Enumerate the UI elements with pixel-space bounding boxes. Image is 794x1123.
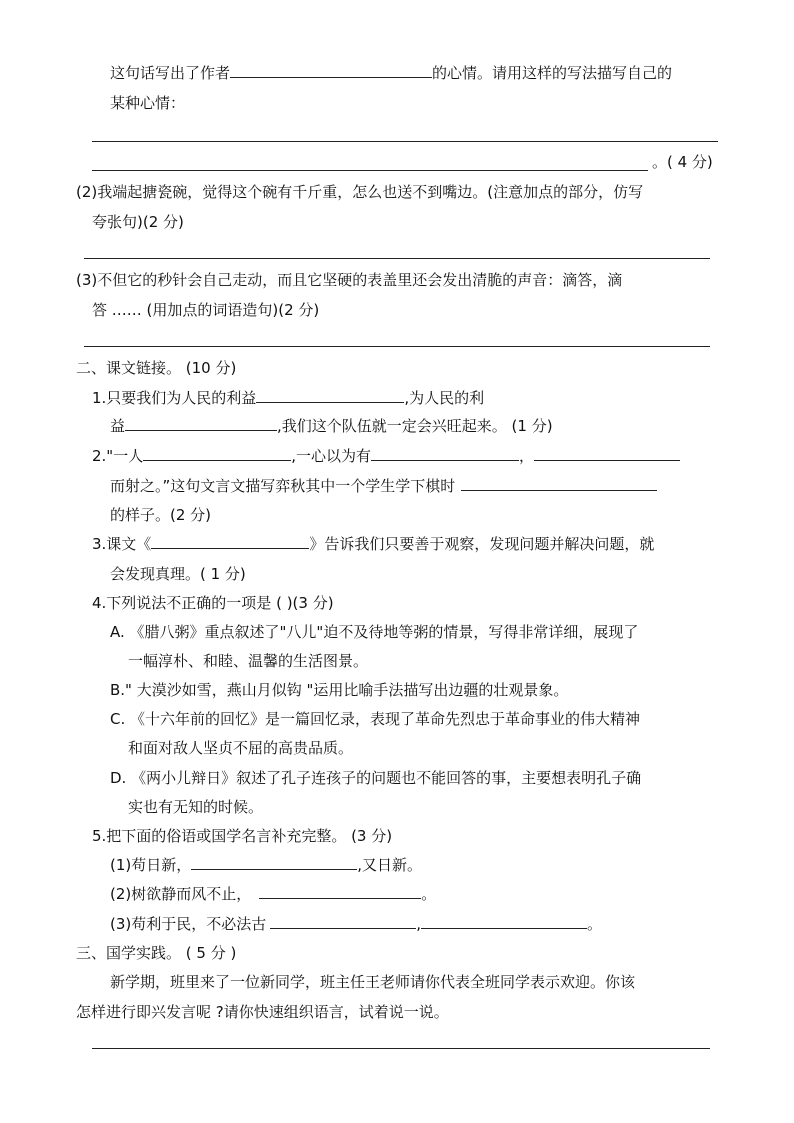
option-a-line1: A. 《腊八粥》重点叙述了"八儿"迫不及待地等粥的情景，写得非常详细，展现了: [110, 623, 639, 641]
option-b: B." 大漠沙如雪，燕山月似钩 "运用比喻手法描写出边疆的壮观景象。: [110, 681, 569, 699]
s2-item2-text-b: ,一心以为有: [291, 447, 371, 465]
answer-blank[interactable]: [534, 446, 680, 461]
s2-item5-1-text-a: (1)苟日新，: [110, 856, 192, 874]
s2-item4: 4.下列说法不正确的一项是 ( )(3 分): [92, 594, 334, 612]
s2-item5-2: [110, 884, 436, 904]
answer-blank[interactable]: [270, 914, 416, 929]
q1-score: 。( 4 分): [652, 153, 713, 171]
answer-line[interactable]: [92, 1048, 710, 1049]
q1-text-b: 的心情。请用这样的写法描写自己的: [432, 64, 673, 82]
s2-item5-2-text-b: 。: [421, 885, 437, 903]
s2-item2-text-c: ，: [519, 447, 535, 465]
q3-line2: 答 …… (用加点的词语造句)(2 分): [92, 301, 320, 319]
answer-blank[interactable]: [421, 914, 587, 929]
s2-item1-text-c: 益: [110, 417, 126, 435]
q1-line2: 某种心情：: [110, 94, 186, 112]
option-d-line1: D. 《两小儿辩日》叙述了孔子连孩子的问题也不能回答的事，主要想表明孔子确: [110, 769, 642, 787]
answer-line[interactable]: [92, 141, 718, 142]
q2-line2: 夸张句)(2 分): [92, 213, 184, 231]
s2-item5-1: [110, 855, 422, 875]
option-a-line2: 一幅淳朴、和睦、温馨的生活图景。: [128, 652, 369, 670]
s2-item3-text-a: 3.课文《: [92, 535, 152, 553]
option-c-line2: 和面对敌人坚贞不屈的高贵品质。: [128, 739, 354, 757]
answer-blank[interactable]: [143, 446, 291, 461]
answer-line[interactable]: [84, 346, 710, 347]
s2-item3-line2: 会发现真理。( 1 分): [110, 565, 246, 583]
option-d-line2: 实也有无知的时候。: [128, 798, 264, 816]
answer-line[interactable]: [92, 170, 648, 171]
s2-item2-line1: [92, 446, 680, 466]
answer-blank[interactable]: [371, 446, 519, 461]
s2-item3-line1: [92, 534, 654, 554]
s2-item5-3-text-b: ,: [416, 915, 422, 933]
section3-line2: 怎样进行即兴发言呢 ?请你快速组织语言，试着说一说。: [76, 1003, 449, 1021]
answer-blank[interactable]: [191, 855, 357, 870]
s2-item3-text-b: 》告诉我们只要善于观察，发现问题并解决问题，就: [309, 535, 655, 553]
answer-blank[interactable]: [151, 534, 309, 549]
s2-item2-text-d: 而射之。”这句文言文描写弈秋其中一个学生学下棋时: [110, 477, 456, 495]
s2-item5-2-text-a: (2)树欲静而风不止，: [110, 885, 252, 903]
option-c-line1: C. 《十六年前的回忆》是一篇回忆录，表现了革命先烈忠于革命事业的伟大精神: [110, 710, 641, 728]
answer-blank[interactable]: [230, 63, 432, 78]
answer-blank[interactable]: [461, 476, 657, 491]
section3-line1: 新学期，班里来了一位新同学，班主任王老师请你代表全班同学表示欢迎。你该: [110, 973, 636, 991]
section2-title: 二、课文链接。 (10 分): [76, 359, 237, 377]
s2-item1-line1: [92, 388, 484, 408]
s2-item1-text-a: 1.只要我们为人民的利益: [92, 389, 257, 407]
s2-item2-text-a: 2."一人: [92, 447, 144, 465]
answer-blank[interactable]: [125, 416, 277, 431]
answer-blank[interactable]: [259, 884, 421, 899]
s2-item5: 5.把下面的俗语或国学名言补充完整。 (3 分): [92, 827, 393, 845]
q2-line1: (2)我端起搪瓷碗，觉得这个碗有千斤重，怎么也送不到嘴边。(注意加点的部分，仿写: [76, 183, 644, 201]
s2-item5-1-text-b: ,又日新。: [357, 856, 423, 874]
answer-blank[interactable]: [256, 388, 404, 403]
answer-line[interactable]: [84, 258, 710, 259]
s2-item2-line2: [110, 476, 657, 496]
q3-line1: (3)不但它的秒针会自己走动，而且它坚硬的表盖里还会发出清脆的声音：滴答，滴: [76, 271, 623, 289]
s2-item2-line3: 的样子。(2 分): [110, 506, 212, 524]
s2-item1-text-d: ,我们这个队伍就一定会兴旺起来。 (1 分): [277, 417, 553, 435]
s2-item5-3-text-a: (3)苟利于民，不必法古: [110, 915, 267, 933]
section3-title: 三、国学实践。 ( 5 分 ): [76, 944, 237, 962]
q1-line1: [110, 63, 672, 83]
s2-item1-text-b: ,为人民的利: [404, 389, 485, 407]
s2-item1-line2: [110, 416, 553, 436]
s2-item5-3-text-c: 。: [587, 915, 603, 933]
s2-item5-3: [110, 914, 602, 934]
q1-text-a: 这句话写出了作者: [110, 64, 231, 82]
